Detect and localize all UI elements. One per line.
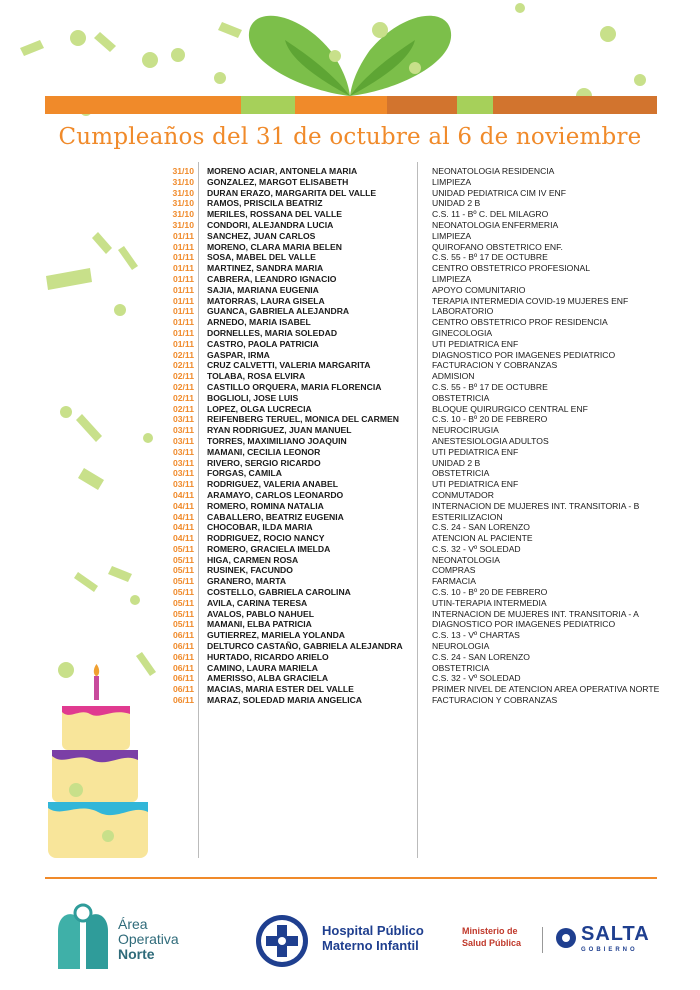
row-dept: GINECOLOGIA bbox=[432, 327, 493, 338]
list-item bbox=[150, 242, 670, 253]
list-item bbox=[150, 673, 670, 684]
list-item bbox=[150, 198, 670, 209]
list-item bbox=[150, 393, 670, 404]
row-dept: C.S. 24 - SAN LORENZO bbox=[432, 522, 530, 533]
row-dept: OBSTETRICIA bbox=[432, 468, 490, 479]
aon-line2: Operativa bbox=[118, 931, 179, 947]
aon-line1: Área bbox=[118, 916, 148, 932]
salta-sub: GOBIERNO bbox=[581, 947, 638, 953]
list-item bbox=[150, 555, 670, 566]
row-date: 01/11 bbox=[172, 273, 194, 284]
row-dept: FACTURACION Y COBRANZAS bbox=[432, 360, 558, 371]
salta-word: SALTA bbox=[581, 923, 650, 945]
ministerio-line2: Salud Pública bbox=[462, 938, 522, 948]
row-date: 31/10 bbox=[172, 176, 194, 187]
row-date: 31/10 bbox=[172, 219, 194, 230]
list-item bbox=[150, 188, 670, 199]
row-dept: C.S. 24 - SAN LORENZO bbox=[432, 651, 530, 662]
aon-mark-icon bbox=[52, 903, 114, 969]
row-dept: COMPRAS bbox=[432, 565, 476, 576]
list-item bbox=[150, 544, 670, 555]
hospital-name-line1: Hospital Público bbox=[322, 923, 424, 938]
list-item bbox=[150, 166, 670, 177]
row-dept: NEONATOLOGIA ENFERMERIA bbox=[432, 219, 559, 230]
list-item bbox=[150, 274, 670, 285]
row-name: SANCHEZ, JUAN CARLOS bbox=[207, 230, 316, 241]
row-date: 06/11 bbox=[172, 630, 194, 641]
row-name: TOLABA, ROSA ELVIRA bbox=[207, 371, 306, 382]
row-dept: LIMPIEZA bbox=[432, 176, 472, 187]
sun-emblem-icon bbox=[555, 927, 577, 949]
list-item bbox=[150, 231, 670, 242]
row-date: 01/11 bbox=[172, 252, 194, 263]
list-item bbox=[150, 652, 670, 663]
row-name: MACIAS, MARIA ESTER DEL VALLE bbox=[207, 684, 354, 695]
row-name: RUSINEK, FACUNDO bbox=[207, 565, 293, 576]
ministerio-logo bbox=[462, 925, 521, 949]
row-date: 03/11 bbox=[172, 457, 194, 468]
row-name: FORGAS, CAMILA bbox=[207, 468, 282, 479]
row-name: RAMOS, PRISCILA BEATRIZ bbox=[207, 198, 323, 209]
list-item bbox=[150, 598, 670, 609]
row-date: 03/11 bbox=[172, 414, 194, 425]
row-dept: UTI PEDIATRICA ENF bbox=[432, 446, 519, 457]
row-date: 02/11 bbox=[172, 360, 194, 371]
row-dept: C.S. 55 - Bº 17 DE OCTUBRE bbox=[432, 381, 548, 392]
row-date: 04/11 bbox=[172, 522, 194, 533]
row-dept: CENTRO OBSTETRICO PROFESIONAL bbox=[432, 263, 591, 274]
row-dept: C.S. 13 - Vº CHARTAS bbox=[432, 630, 520, 641]
row-date: 01/11 bbox=[172, 241, 194, 252]
row-name: SAJIA, MARIANA EUGENIA bbox=[207, 284, 319, 295]
row-date: 01/11 bbox=[172, 306, 194, 317]
list-item bbox=[150, 587, 670, 598]
row-dept: LABORATORIO bbox=[432, 306, 494, 317]
list-item bbox=[150, 252, 670, 263]
row-name: DURAN ERAZO, MARGARITA DEL VALLE bbox=[207, 187, 377, 198]
row-date: 05/11 bbox=[172, 576, 194, 587]
row-name: RODRIGUEZ, VALERIA ANABEL bbox=[207, 479, 338, 490]
row-date: 01/11 bbox=[172, 230, 194, 241]
row-date: 05/11 bbox=[172, 554, 194, 565]
row-date: 06/11 bbox=[172, 673, 194, 684]
row-dept: INTERNACION DE MUJERES INT. TRANSITORIA - B bbox=[432, 500, 640, 511]
row-date: 01/11 bbox=[172, 295, 194, 306]
aon-line3: Norte bbox=[118, 946, 155, 962]
gift-bow-icon bbox=[249, 16, 451, 96]
row-name: HIGA, CARMEN ROSA bbox=[207, 554, 299, 565]
row-name: MAMANI, CECILIA LEONOR bbox=[207, 446, 321, 457]
row-dept: UTIN-TERAPIA INTERMEDIA bbox=[432, 597, 547, 608]
list-item bbox=[150, 663, 670, 674]
row-dept: OBSTETRICIA bbox=[432, 392, 490, 403]
row-dept: QUIROFANO OBSTETRICO ENF. bbox=[432, 241, 563, 252]
list-item bbox=[150, 512, 670, 523]
row-date: 05/11 bbox=[172, 608, 194, 619]
hospital-emblem-icon bbox=[250, 913, 314, 969]
list-item bbox=[150, 458, 670, 469]
footer-logos bbox=[0, 895, 700, 985]
list-item bbox=[150, 630, 670, 641]
row-dept: C.S. 10 - Bº 20 DE FEBRERO bbox=[432, 587, 548, 598]
row-name: GUTIERREZ, MARIELA YOLANDA bbox=[207, 630, 345, 641]
row-date: 01/11 bbox=[172, 327, 194, 338]
row-name: ROMERO, ROMINA NATALIA bbox=[207, 500, 324, 511]
hospital-name-line2: Materno Infantil bbox=[322, 938, 419, 953]
list-item bbox=[150, 501, 670, 512]
list-item bbox=[150, 339, 670, 350]
list-item bbox=[150, 306, 670, 317]
row-dept: BLOQUE QUIRURGICO CENTRAL ENF bbox=[432, 403, 588, 414]
list-item bbox=[150, 220, 670, 231]
row-name: TORRES, MAXIMILIANO JOAQUIN bbox=[207, 435, 347, 446]
row-date: 04/11 bbox=[172, 533, 194, 544]
row-dept: TERAPIA INTERMEDIA COVID-19 MUJERES ENF bbox=[432, 295, 629, 306]
row-dept: INTERNACION DE MUJERES INT. TRANSITORIA - A bbox=[432, 608, 639, 619]
row-dept: CENTRO OBSTETRICO PROF RESIDENCIA bbox=[432, 317, 608, 328]
birthday-cake-icon bbox=[48, 664, 148, 858]
row-dept: CONMUTADOR bbox=[432, 489, 494, 500]
row-date: 06/11 bbox=[172, 641, 194, 652]
row-date: 05/11 bbox=[172, 587, 194, 598]
row-name: CASTRO, PAOLA PATRICIA bbox=[207, 338, 319, 349]
row-date: 06/11 bbox=[172, 651, 194, 662]
list-item bbox=[150, 576, 670, 587]
row-name: GRANERO, MARTA bbox=[207, 576, 287, 587]
row-name: MARAZ, SOLEDAD MARIA ANGELICA bbox=[207, 695, 362, 706]
row-name: COSTELLO, GABRIELA CAROLINA bbox=[207, 587, 351, 598]
row-dept: C.S. 10 - Bº 20 DE FEBRERO bbox=[432, 414, 548, 425]
list-item bbox=[150, 371, 670, 382]
row-date: 02/11 bbox=[172, 349, 194, 360]
row-dept: C.S. 32 - Vº SOLEDAD bbox=[432, 543, 521, 554]
list-item bbox=[150, 479, 670, 490]
row-dept: ESTERILIZACION bbox=[432, 511, 503, 522]
row-name: GUANCA, GABRIELA ALEJANDRA bbox=[207, 306, 350, 317]
area-operativa-norte-logo bbox=[52, 903, 202, 969]
list-item bbox=[150, 404, 670, 415]
list-item bbox=[150, 468, 670, 479]
row-name: MARTINEZ, SANDRA MARIA bbox=[207, 263, 324, 274]
list-item bbox=[150, 447, 670, 458]
list-item bbox=[150, 565, 670, 576]
row-date: 06/11 bbox=[172, 684, 194, 695]
list-item bbox=[150, 317, 670, 328]
list-item bbox=[150, 285, 670, 296]
logo-separator bbox=[542, 927, 543, 953]
row-date: 05/11 bbox=[172, 543, 194, 554]
list-item bbox=[150, 695, 670, 706]
row-date: 03/11 bbox=[172, 435, 194, 446]
row-date: 01/11 bbox=[172, 263, 194, 274]
row-name: CASTILLO ORQUERA, MARIA FLORENCIA bbox=[207, 381, 382, 392]
list-item bbox=[150, 263, 670, 274]
salta-gobierno-logo bbox=[553, 921, 663, 961]
row-name: MAMANI, ELBA PATRICIA bbox=[207, 619, 312, 630]
row-date: 31/10 bbox=[172, 187, 194, 198]
row-date: 04/11 bbox=[172, 489, 194, 500]
row-name: ARNEDO, MARIA ISABEL bbox=[207, 317, 311, 328]
list-item bbox=[150, 296, 670, 307]
row-date: 03/11 bbox=[172, 446, 194, 457]
list-item bbox=[150, 350, 670, 361]
row-name: RODRIGUEZ, ROCIO NANCY bbox=[207, 533, 325, 544]
list-item bbox=[150, 425, 670, 436]
row-dept: C.S. 55 - Bº 17 DE OCTUBRE bbox=[432, 252, 548, 263]
row-dept: UTI PEDIATRICA ENF bbox=[432, 338, 519, 349]
list-item bbox=[150, 641, 670, 652]
row-date: 04/11 bbox=[172, 500, 194, 511]
row-dept: NEONATOLOGIA RESIDENCIA bbox=[432, 166, 555, 176]
ministerio-line1: Ministerio de bbox=[462, 926, 518, 936]
row-dept: ADMISION bbox=[432, 371, 475, 382]
row-name: GASPAR, IRMA bbox=[207, 349, 270, 360]
list-item bbox=[150, 619, 670, 630]
row-name: ARAMAYO, CARLOS LEONARDO bbox=[207, 489, 344, 500]
row-date: 31/10 bbox=[172, 209, 194, 220]
list-item bbox=[150, 209, 670, 220]
row-date: 04/11 bbox=[172, 511, 194, 522]
row-name: AVALOS, PABLO NAHUEL bbox=[207, 608, 314, 619]
row-date: 06/11 bbox=[172, 695, 194, 706]
row-dept: UTI PEDIATRICA ENF bbox=[432, 479, 519, 490]
row-name: MATORRAS, LAURA GISELA bbox=[207, 295, 325, 306]
row-dept: ANESTESIOLOGIA ADULTOS bbox=[432, 435, 549, 446]
row-date: 02/11 bbox=[172, 371, 194, 382]
row-dept: C.S. 32 - Vº SOLEDAD bbox=[432, 673, 521, 684]
list-item bbox=[150, 360, 670, 371]
list-item bbox=[150, 533, 670, 544]
row-dept: APOYO COMUNITARIO bbox=[432, 284, 526, 295]
row-dept: UNIDAD PEDIATRICA CIM IV ENF bbox=[432, 187, 567, 198]
row-name: GONZALEZ, MARGOT ELISABETH bbox=[207, 176, 349, 187]
row-name: BOGLIOLI, JOSE LUIS bbox=[207, 392, 299, 403]
row-name: CABALLERO, BEATRIZ EUGENIA bbox=[207, 511, 344, 522]
row-name: RYAN RODRIGUEZ, JUAN MANUEL bbox=[207, 425, 352, 436]
list-item bbox=[150, 414, 670, 425]
row-name: CHOCOBAR, ILDA MARIA bbox=[207, 522, 313, 533]
row-dept: UNIDAD 2 B bbox=[432, 457, 481, 468]
row-name: LOPEZ, OLGA LUCRECIA bbox=[207, 403, 312, 414]
row-date: 03/11 bbox=[172, 425, 194, 436]
row-date: 06/11 bbox=[172, 662, 194, 673]
row-name: DORNELLES, MARIA SOLEDAD bbox=[207, 327, 338, 338]
row-date: 31/10 bbox=[172, 198, 194, 209]
row-dept: ATENCION AL PACIENTE bbox=[432, 533, 533, 544]
row-name: CAMINO, LAURA MARIELA bbox=[207, 662, 318, 673]
list-item bbox=[150, 436, 670, 447]
row-name: SOSA, MABEL DEL VALLE bbox=[207, 252, 316, 263]
hospital-logo bbox=[250, 913, 440, 969]
row-name: MORENO, CLARA MARIA BELEN bbox=[207, 241, 342, 252]
list-item bbox=[150, 522, 670, 533]
row-date: 02/11 bbox=[172, 392, 194, 403]
row-dept: NEUROCIRUGIA bbox=[432, 425, 499, 436]
row-name: MORENO ACIAR, ANTONELA MARIA bbox=[207, 166, 358, 176]
row-dept: PRIMER NIVEL DE ATENCION AREA OPERATIVA NORTE bbox=[432, 684, 660, 695]
row-date: 02/11 bbox=[172, 403, 194, 414]
row-name: AVILA, CARINA TERESA bbox=[207, 597, 308, 608]
row-dept: C.S. 11 - Bº C. DEL MILAGRO bbox=[432, 209, 549, 220]
list-item bbox=[150, 490, 670, 501]
row-date: 05/11 bbox=[172, 565, 194, 576]
row-dept: NEONATOLOGIA bbox=[432, 554, 500, 565]
row-name: CONDORI, ALEJANDRA LUCIA bbox=[207, 219, 334, 230]
birthday-list bbox=[150, 166, 670, 706]
row-date: 05/11 bbox=[172, 597, 194, 608]
list-item bbox=[150, 177, 670, 188]
row-date: 03/11 bbox=[172, 468, 194, 479]
row-name: DELTURCO CASTAÑO, GABRIELA ALEJANDRA bbox=[207, 641, 403, 652]
row-dept: FARMACIA bbox=[432, 576, 476, 587]
list-item bbox=[150, 609, 670, 620]
row-date: 01/11 bbox=[172, 317, 194, 328]
row-date: 31/10 bbox=[172, 166, 194, 176]
row-date: 01/11 bbox=[172, 338, 194, 349]
row-name: RIVERO, SERGIO RICARDO bbox=[207, 457, 321, 468]
footer-divider bbox=[45, 877, 657, 879]
row-dept: DIAGNOSTICO POR IMAGENES PEDIATRICO bbox=[432, 619, 616, 630]
page-title: Cumpleaños del 31 de octubre al 6 de noviembre bbox=[58, 124, 642, 150]
row-name: ROMERO, GRACIELA IMELDA bbox=[207, 543, 331, 554]
row-dept: UNIDAD 2 B bbox=[432, 198, 481, 209]
row-dept: LIMPIEZA bbox=[432, 230, 472, 241]
row-date: 01/11 bbox=[172, 284, 194, 295]
row-date: 03/11 bbox=[172, 479, 194, 490]
row-name: MERILES, ROSSANA DEL VALLE bbox=[207, 209, 342, 220]
row-name: CRUZ CALVETTI, VALERIA MARGARITA bbox=[207, 360, 371, 371]
row-name: REIFENBERG TERUEL, MONICA DEL CARMEN bbox=[207, 414, 399, 425]
row-dept: NEUROLOGIA bbox=[432, 641, 490, 652]
row-dept: OBSTETRICIA bbox=[432, 662, 490, 673]
list-item bbox=[150, 382, 670, 393]
gift-ribbon-bar bbox=[45, 96, 657, 114]
row-dept: LIMPIEZA bbox=[432, 273, 472, 284]
row-dept: DIAGNOSTICO POR IMAGENES PEDIATRICO bbox=[432, 349, 616, 360]
row-date: 05/11 bbox=[172, 619, 194, 630]
list-item bbox=[150, 684, 670, 695]
row-dept: FACTURACION Y COBRANZAS bbox=[432, 695, 558, 706]
row-name: HURTADO, RICARDO ARIELO bbox=[207, 651, 329, 662]
row-date: 02/11 bbox=[172, 381, 194, 392]
row-name: CABRERA, LEANDRO IGNACIO bbox=[207, 273, 337, 284]
row-name: AMERISSO, ALBA GRACIELA bbox=[207, 673, 329, 684]
list-item bbox=[150, 328, 670, 339]
